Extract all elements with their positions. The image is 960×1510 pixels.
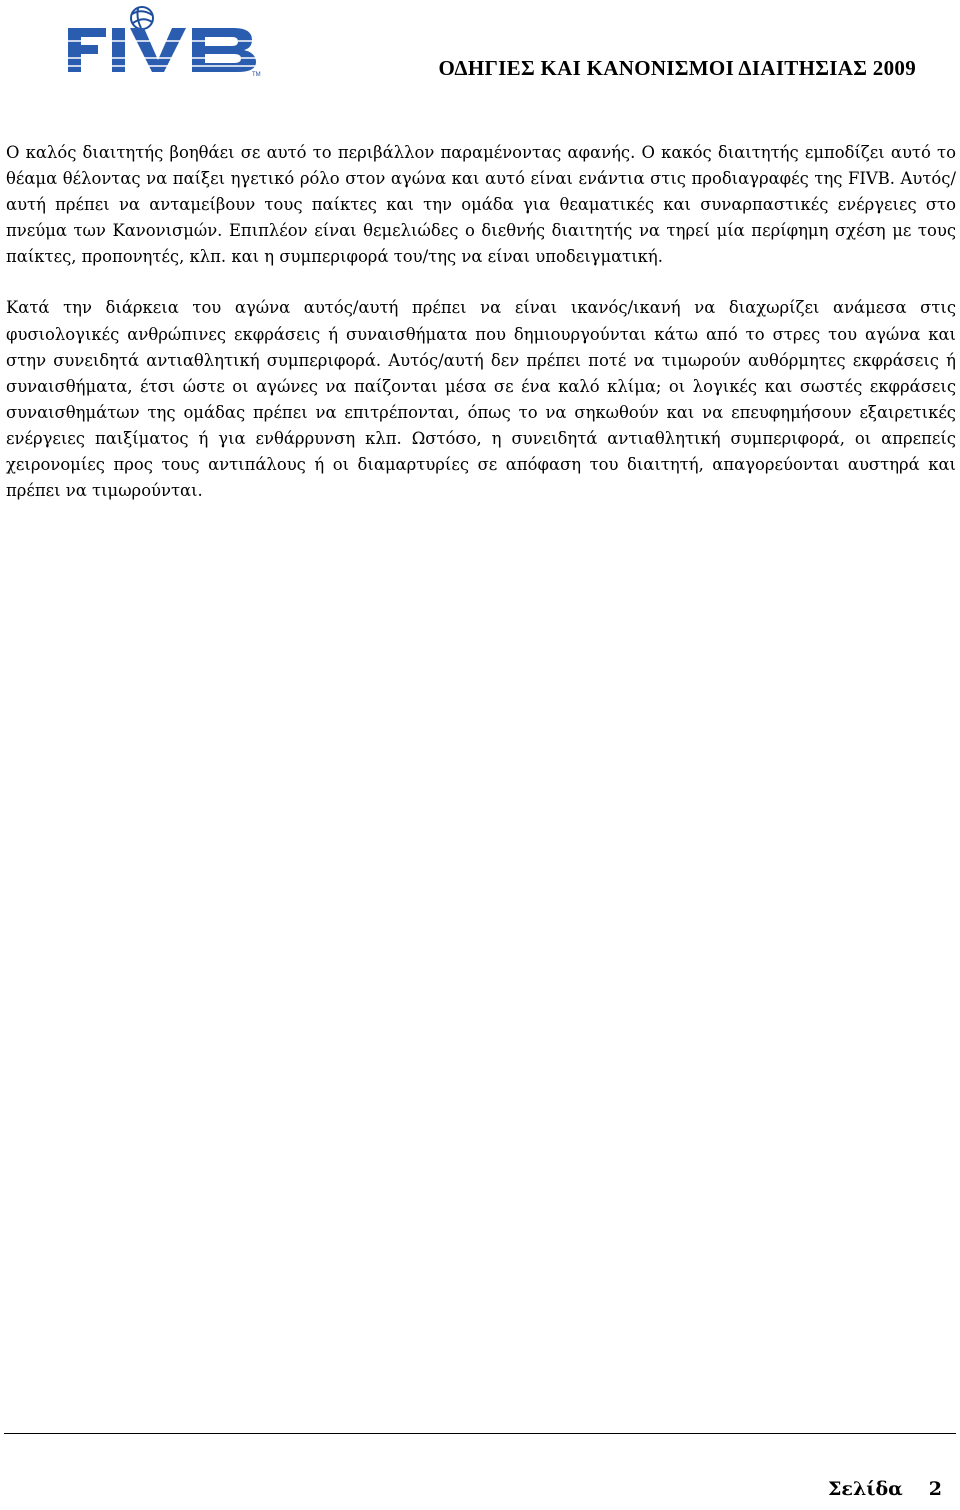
fivb-logo-icon xyxy=(66,4,262,78)
page-number: 2 xyxy=(928,1478,942,1500)
footer-divider xyxy=(4,1433,956,1434)
fivb-logo xyxy=(66,4,262,78)
page-footer xyxy=(828,1478,942,1500)
volleyball-icon xyxy=(131,7,153,29)
document-body xyxy=(6,140,956,522)
page-header xyxy=(0,0,960,110)
svg-text:TM: TM xyxy=(252,72,261,78)
page-label-text: Σελίδα xyxy=(827,1478,903,1500)
paragraph-referee-role: Ο καλός διαιτητής βοηθάει σε αυτό το περιβάλλον παραμένοντας αφανής. Ο κακός διαιτητής εμποδίζει αυτό το θέαμα θέλοντας να παίξει ηγετικό ρόλο στον αγώνα και αυτό είναι ενάντια στις προδιαγραφές της FIVB. Αυτός/αυτή πρέπει να ανταμείβουν τους παίκτες και την ομάδα για θεαματικές και συναρπαστικές ενέργειες στο πνεύμα των Κανονισμών. Επιπλέον είναι θεμελιώδες ο διεθνής διαιτητής να τηρεί μία περίφημη σχέση με τους παίκτες, προπονητές, κλπ. και η συμπεριφορά του/της να είναι υποδειγματική. xyxy=(6,143,956,267)
document-title: ΟΔΗΓΙΕΣ ΚΑΙ ΚΑΝΟΝΙΣΜΟΙ ΔΙΑΙΤΗΣΙΑΣ 2009 xyxy=(438,56,916,80)
paragraph-match-conduct: Κατά την διάρκεια του αγώνα αυτός/αυτή πρέπει να είναι ικανός/ικανή να διαχωρίζει ανάμεσα στις φυσιολογικές ανθρώπινες εκφράσεις ή συναισθήματα που δημιουργούνται κάτω από το στρες του αγώνα και στην συνειδητά αντιαθλητική συμπεριφορά. Αυτός/αυτή δεν πρέπει ποτέ να τιμωρούν αυθόρμητες εκφράσεις ή συναισθήματα, έτσι ώστε οι αγώνες να παίζονται μέσα σε ένα καλό κλίμα; οι λογικές και σωστές εκφράσεις συναισθημάτων της ομάδας πρέπει να επιτρέπονται, όπως το να σηκωθούν και να επευφημήσουν εξαιρετικές ενέργειες παιξίματος ή για ενθάρρυνση κλπ. Ωστόσο, η συνειδητά αντιαθλητική συμπεριφορά, οι απρεπείς χειρονομίες προς τους αντιπάλους ή οι διαμαρτυρίες σε απόφαση του διαιτητή, απαγορεύονται αυστηρά και πρέπει να τιμωρούνται. xyxy=(6,298,956,501)
